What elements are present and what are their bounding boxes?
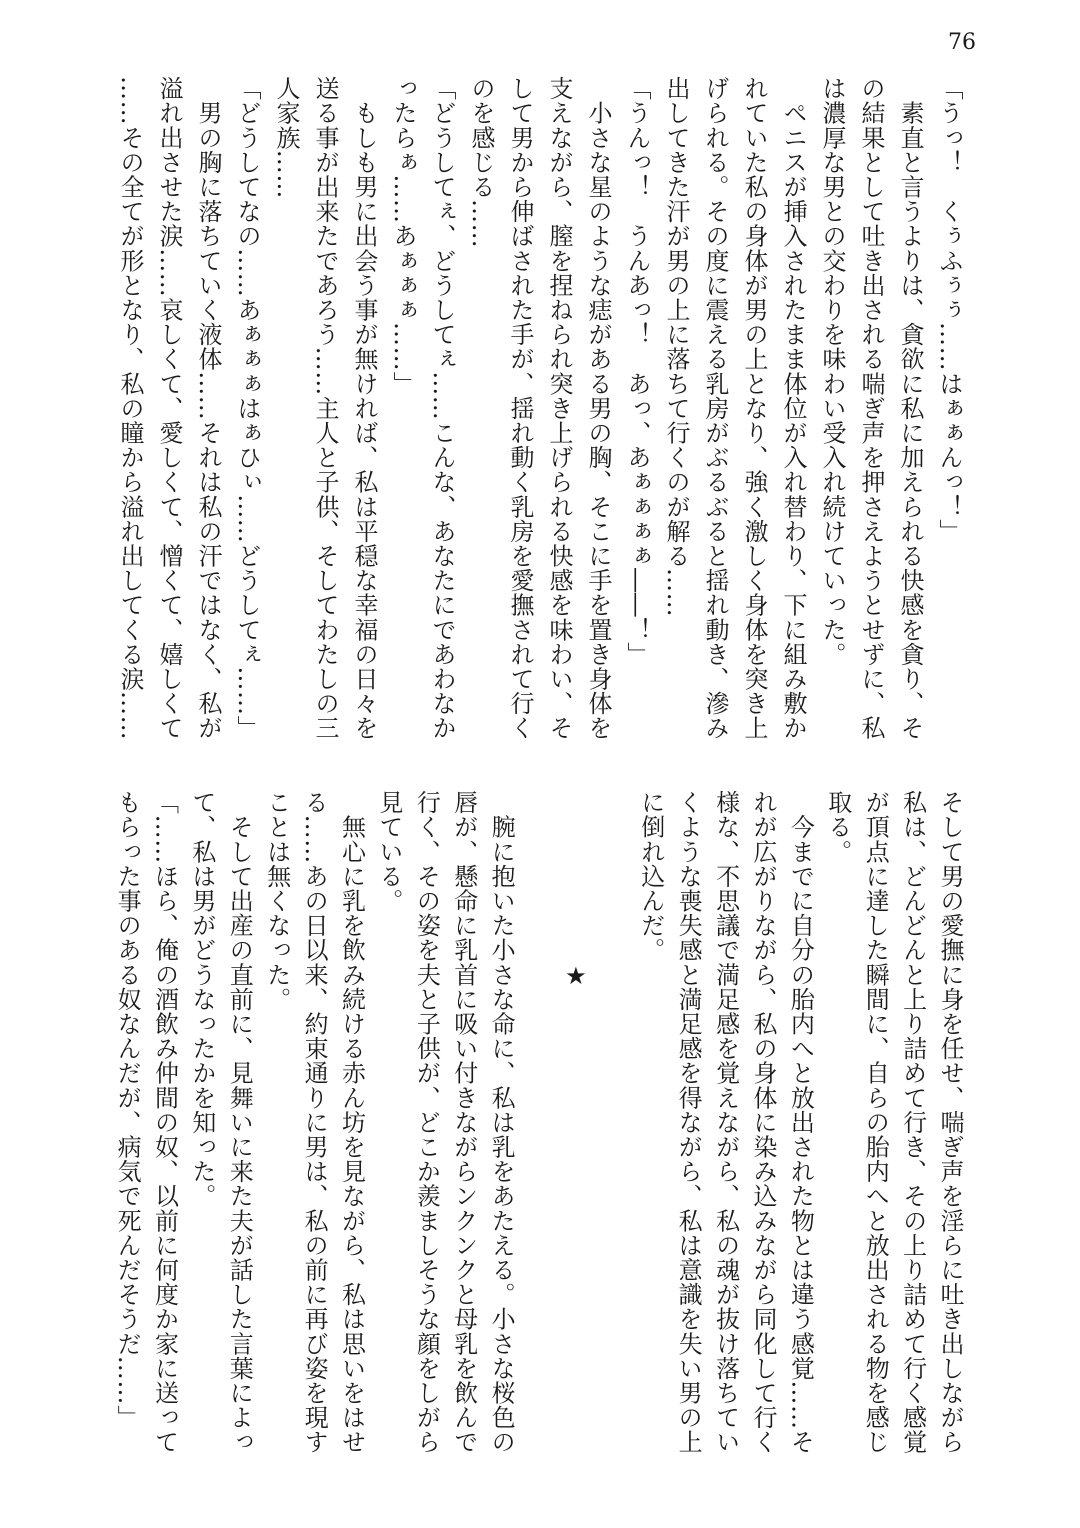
text-line: 「うんっ！ うんあっ！ あっ、あぁぁぁぁ――！」 (623, 76, 651, 667)
text-block-top (110, 76, 968, 756)
text-line: 男の胸に落ちていく液体……それは私の汗ではなく、私が (194, 76, 222, 741)
text-line: 「どうしてなの……あぁぁぁはぁひぃ……どうしてぇ……」 (233, 76, 261, 741)
text-line: 「……ほら、俺の酒飲み仲間の奴、以前に何度か家に送って (150, 790, 179, 1455)
text-line: くような喪失感と満足感を得ながら、私は意識を失い男の上 (674, 790, 703, 1455)
text-line: もらった事のある奴なんだが、病気で死んだそうだ……」 (113, 790, 142, 1430)
text-line: は濃厚な男との交わりを味わい受入れ続けていった。 (818, 76, 846, 667)
text-line: 人家族…… (272, 76, 300, 199)
text-line: る……あの日以来、約束通りに男は、私の前に再び姿を現す (300, 790, 329, 1455)
text-line: そして出産の直前に、見舞いに来た夫が話した言葉によっ (225, 790, 254, 1455)
text-line: が頂点に達した瞬間に、自らの胎内へと放出される物を感じ (861, 790, 890, 1455)
text-line: 様な、不思議で満足感を覚えながら、私の魂が抜け落ちてい (711, 790, 740, 1455)
text-line: 溢れ出させた涙……哀しくて、愛しくて、憎くて、嬉しくて (155, 76, 183, 741)
text-line: ……その全てが形となり、私の瞳から溢れ出してくる涙…… (116, 76, 144, 741)
text-line: げられる。その度に震える乳房がぶるぶると揺れ動き、滲み (701, 76, 729, 741)
text-line: 腕に抱いた小さな命に、私は乳をあたえる。小さな桜色の (487, 790, 516, 1455)
text-line: れが広がりながら、私の身体に染み込みながら同化して行く (748, 790, 777, 1455)
text-line: もしも男に出会う事が無ければ、私は平穏な幸福の日々を (350, 76, 378, 741)
text-line: 今までに自分の胎内へと放出された物とは違う感覚……そ (786, 790, 815, 1455)
text-line: 小さな星のような痣がある男の胸、そこに手を置き身体を (584, 76, 612, 741)
text-line: 無心に乳を飲み続ける赤ん坊を見ながら、私は思いをはせ (337, 790, 366, 1455)
text-line: 私は、どんどんと上り詰めて行き、その上り詰めて行く感覚 (898, 790, 927, 1455)
text-line: て、私は男がどうなったかを知った。 (187, 790, 216, 1209)
text-line: の結果として吐き出される喘ぎ声を押さえようとせずに、私 (857, 76, 885, 741)
text-line: 「どうしてぇ、どうしてぇ……こんな、あなたにであわなか (428, 76, 456, 741)
page-number: 76 (948, 30, 976, 55)
text-line (594, 790, 631, 1470)
text-line: 「うっ！ くぅふぅぅ……はぁぁんっ！」 (935, 76, 963, 544)
text-line: 見ている。 (374, 790, 403, 913)
text-line: のを感じる…… (467, 76, 495, 249)
section-break-star: ★ (561, 962, 590, 991)
text-line: 行く、その姿を夫と子供が、どこか羨ましそうな顔をしがら (412, 790, 441, 1455)
text-line: ペニスが挿入されたまま体位が入れ替わり、下に組み敷か (779, 76, 807, 741)
text-line: れていた私の身体が男の上となり、強く激しく身体を突き上 (740, 76, 768, 741)
text-line (519, 790, 556, 1470)
text-line: して男から伸ばされた手が、揺れ動く乳房を愛撫されて行く (506, 76, 534, 741)
text-line: 唇が、懸命に乳首に吸い付きながらンクンクと母乳を飲んで (449, 790, 478, 1455)
text-block-bottom (108, 790, 968, 1470)
text-line: 送る事が出来たであろう……主人と子供、そしてわたしの三 (311, 76, 339, 741)
text-line: そして男の愛撫に身を任せ、喘ぎ声を淫らに吐き出しながら (936, 790, 964, 1455)
text-line: 素直と言うよりは、貪欲に私に加えられる快感を貪り、そ (896, 76, 924, 741)
text-line: 取る。 (823, 790, 852, 864)
text-line: ことは無くなった。 (262, 790, 291, 1012)
text-line: ったらぁ……あぁぁぁ……」 (389, 76, 417, 396)
text-line: に倒れ込んだ。 (636, 790, 665, 963)
text-line: 支えながら、膣を捏ねられ突き上げられる快感を味わい、そ (545, 76, 573, 741)
text-line: 出してきた汗が男の上に落ちて行くのが解る…… (662, 76, 690, 618)
